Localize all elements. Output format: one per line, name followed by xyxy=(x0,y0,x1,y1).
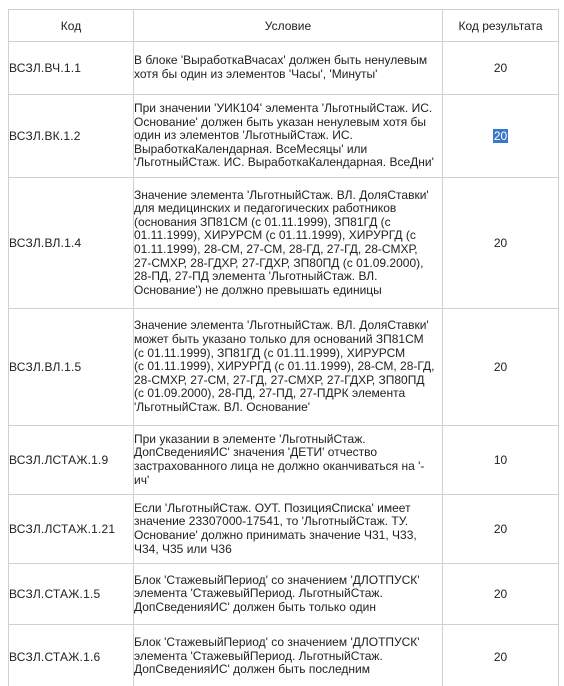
condition-line: Ч34, Ч35 или Ч36 xyxy=(134,541,232,556)
result-code-cell xyxy=(443,95,559,178)
condition-line: ДопСведенияИС' значения 'ДЕТИ' отчество xyxy=(134,445,378,460)
result-code-cell xyxy=(443,178,559,309)
validation-rules-table xyxy=(8,9,559,686)
table-row xyxy=(9,495,559,564)
condition-line: При указании в элементе 'ЛьготныйСтаж. xyxy=(134,431,366,446)
condition-line: Значение элемента 'ЛьготныйСтаж. ВЛ. ДоляСтавки' xyxy=(134,187,429,202)
condition-line: Если 'ЛьготныйСтаж. ОУТ. ПозицияСписка' имеет xyxy=(134,500,411,515)
table-row xyxy=(9,564,559,625)
result-code-cell xyxy=(443,42,559,95)
result-code-selected-text: 20 xyxy=(493,129,508,143)
table-header-row xyxy=(9,10,559,42)
condition-line: 28-ПД, 27-ПД элемента 'ЛьготныйСтаж. ВЛ. xyxy=(134,269,378,284)
table-row xyxy=(9,625,559,686)
rule-condition-cell xyxy=(134,42,443,95)
rule-condition-cell xyxy=(134,309,443,426)
condition-line: 'ЛьготныйСтаж. ВЛ. Основание' xyxy=(134,399,311,414)
rule-code-cell: ВСЗЛ.ВЛ.1.4 xyxy=(9,178,134,309)
condition-line: 01.11.1999), 28-СМ, 27-СМ, 28-ГД, 27-ГД, 28-СМХР, xyxy=(134,242,418,256)
condition-line: один из элементов 'ЛьготныйСтаж. ИС. xyxy=(134,128,353,143)
condition-line: ДопСведенияИС' должен быть последним xyxy=(134,662,370,677)
condition-line: (с 01.09.2000), 28-ПД, 27-ПД, 27-ПДРК элемента xyxy=(134,386,406,401)
condition-line: Значение элемента 'ЛьготныйСтаж. ВЛ. ДоляСтавки' xyxy=(134,318,429,333)
rule-code-cell: ВСЗЛ.ВЧ.1.1 xyxy=(9,42,134,95)
condition-line: (с 01.11.1999), ХИРУРГД (с 01.11.1999), 28-СМ, 28-ГД, xyxy=(134,359,435,374)
condition-line: Блок 'СтажевыйПериод' со значением 'ДЛОТПУСК' xyxy=(134,635,420,650)
condition-line: (основания ЗП81СМ (с 01.11.1999), ЗП81ГД (с xyxy=(134,214,391,229)
condition-line: При значении 'УИК104' элемента 'ЛьготныйСтаж. ИС. xyxy=(134,101,433,116)
rule-code-cell: ВСЗЛ.СТАЖ.1.6 xyxy=(9,625,134,686)
condition-line: застрахованного лица не должно оканчиваться на '- xyxy=(134,459,425,473)
condition-line: 'ЛьготныйСтаж. ИС. ВыработкаКалендарная. ВсеДни' xyxy=(134,155,434,170)
condition-line: элемента 'СтажевыйПериод. ЛьготныйСтаж. xyxy=(134,586,383,601)
condition-line: В блоке 'ВыработкаВчасах' должен быть ненулевым xyxy=(134,53,428,68)
condition-line: Основание' должно принимать значение Ч31, Ч33, xyxy=(134,528,417,542)
result-code-text: 20 xyxy=(493,360,508,374)
rule-code-cell: ВСЗЛ.ВЛ.1.5 xyxy=(9,309,134,426)
result-code-cell xyxy=(443,426,559,495)
result-code-text: 20 xyxy=(493,61,508,75)
rule-code-cell: ВСЗЛ.СТАЖ.1.5 xyxy=(9,564,134,625)
condition-line: 27-СМХР, 28-ГДХР, 27-ГДХР, ЗП80ПД (с 01.09.2000), xyxy=(134,255,424,270)
table-row xyxy=(9,95,559,178)
condition-line: Основание' должен быть указан ненулевым хотя бы xyxy=(134,114,427,129)
column-header-code: Код xyxy=(9,10,134,42)
result-code-cell xyxy=(443,495,559,564)
condition-line: (с 01.11.1999), ЗП81ГД (с 01.11.1999), ХИРУРСМ xyxy=(134,345,406,360)
condition-line: может быть указано только для оснований ЗП81СМ xyxy=(134,332,424,347)
result-code-text: 20 xyxy=(493,236,508,250)
table-row xyxy=(9,42,559,95)
condition-line: значение 23307000-17541, то 'ЛьготныйСтаж. ТУ. xyxy=(134,514,409,529)
rule-condition-cell xyxy=(134,564,443,625)
column-header-result: Код результата xyxy=(443,10,559,42)
condition-line: Основание') не должно превышать единицы xyxy=(134,282,382,297)
result-code-cell xyxy=(443,625,559,686)
result-code-text: 20 xyxy=(493,587,508,601)
table-row xyxy=(9,309,559,426)
table-body xyxy=(9,42,559,686)
rule-code-cell: ВСЗЛ.ЛСТАЖ.1.21 xyxy=(9,495,134,564)
rule-code-cell: ВСЗЛ.ВК.1.2 xyxy=(9,95,134,178)
rule-condition-cell xyxy=(134,95,443,178)
table-row xyxy=(9,426,559,495)
condition-line: ДопСведенияИС' должен быть только один xyxy=(134,599,376,614)
table-row xyxy=(9,178,559,309)
rule-condition-cell xyxy=(134,426,443,495)
condition-line: Блок 'СтажевыйПериод' со значением 'ДЛОТПУСК' xyxy=(134,572,420,587)
rule-code-cell: ВСЗЛ.ЛСТАЖ.1.9 xyxy=(9,426,134,495)
rule-condition-cell xyxy=(134,625,443,686)
result-code-cell xyxy=(443,564,559,625)
column-header-condition: Условие xyxy=(134,10,443,42)
condition-line: для медицинских и педагогических работников xyxy=(134,201,397,216)
condition-line: ВыработкаКалендарная. ВсеМесяцы' или xyxy=(134,141,368,156)
result-code-text: 20 xyxy=(493,522,508,536)
condition-line: элемента 'СтажевыйПериод. ЛьготныйСтаж. xyxy=(134,648,383,663)
condition-line: 28-СМХР, 27-СМ, 27-ГД, 27-СМХР, 27-ГДХР, ЗП80ПД xyxy=(134,372,425,387)
result-code-cell xyxy=(443,309,559,426)
condition-line: ич' xyxy=(134,472,150,487)
condition-line: хотя бы один из элементов 'Часы', 'Минуты' xyxy=(134,67,378,81)
condition-line: 01.11.1999), ХИРУРСМ (с 01.11.1999), ХИРУРГД (с xyxy=(134,228,416,243)
result-code-text: 10 xyxy=(493,453,508,467)
rule-condition-cell xyxy=(134,178,443,309)
rule-condition-cell xyxy=(134,495,443,564)
result-code-text: 20 xyxy=(493,649,508,664)
